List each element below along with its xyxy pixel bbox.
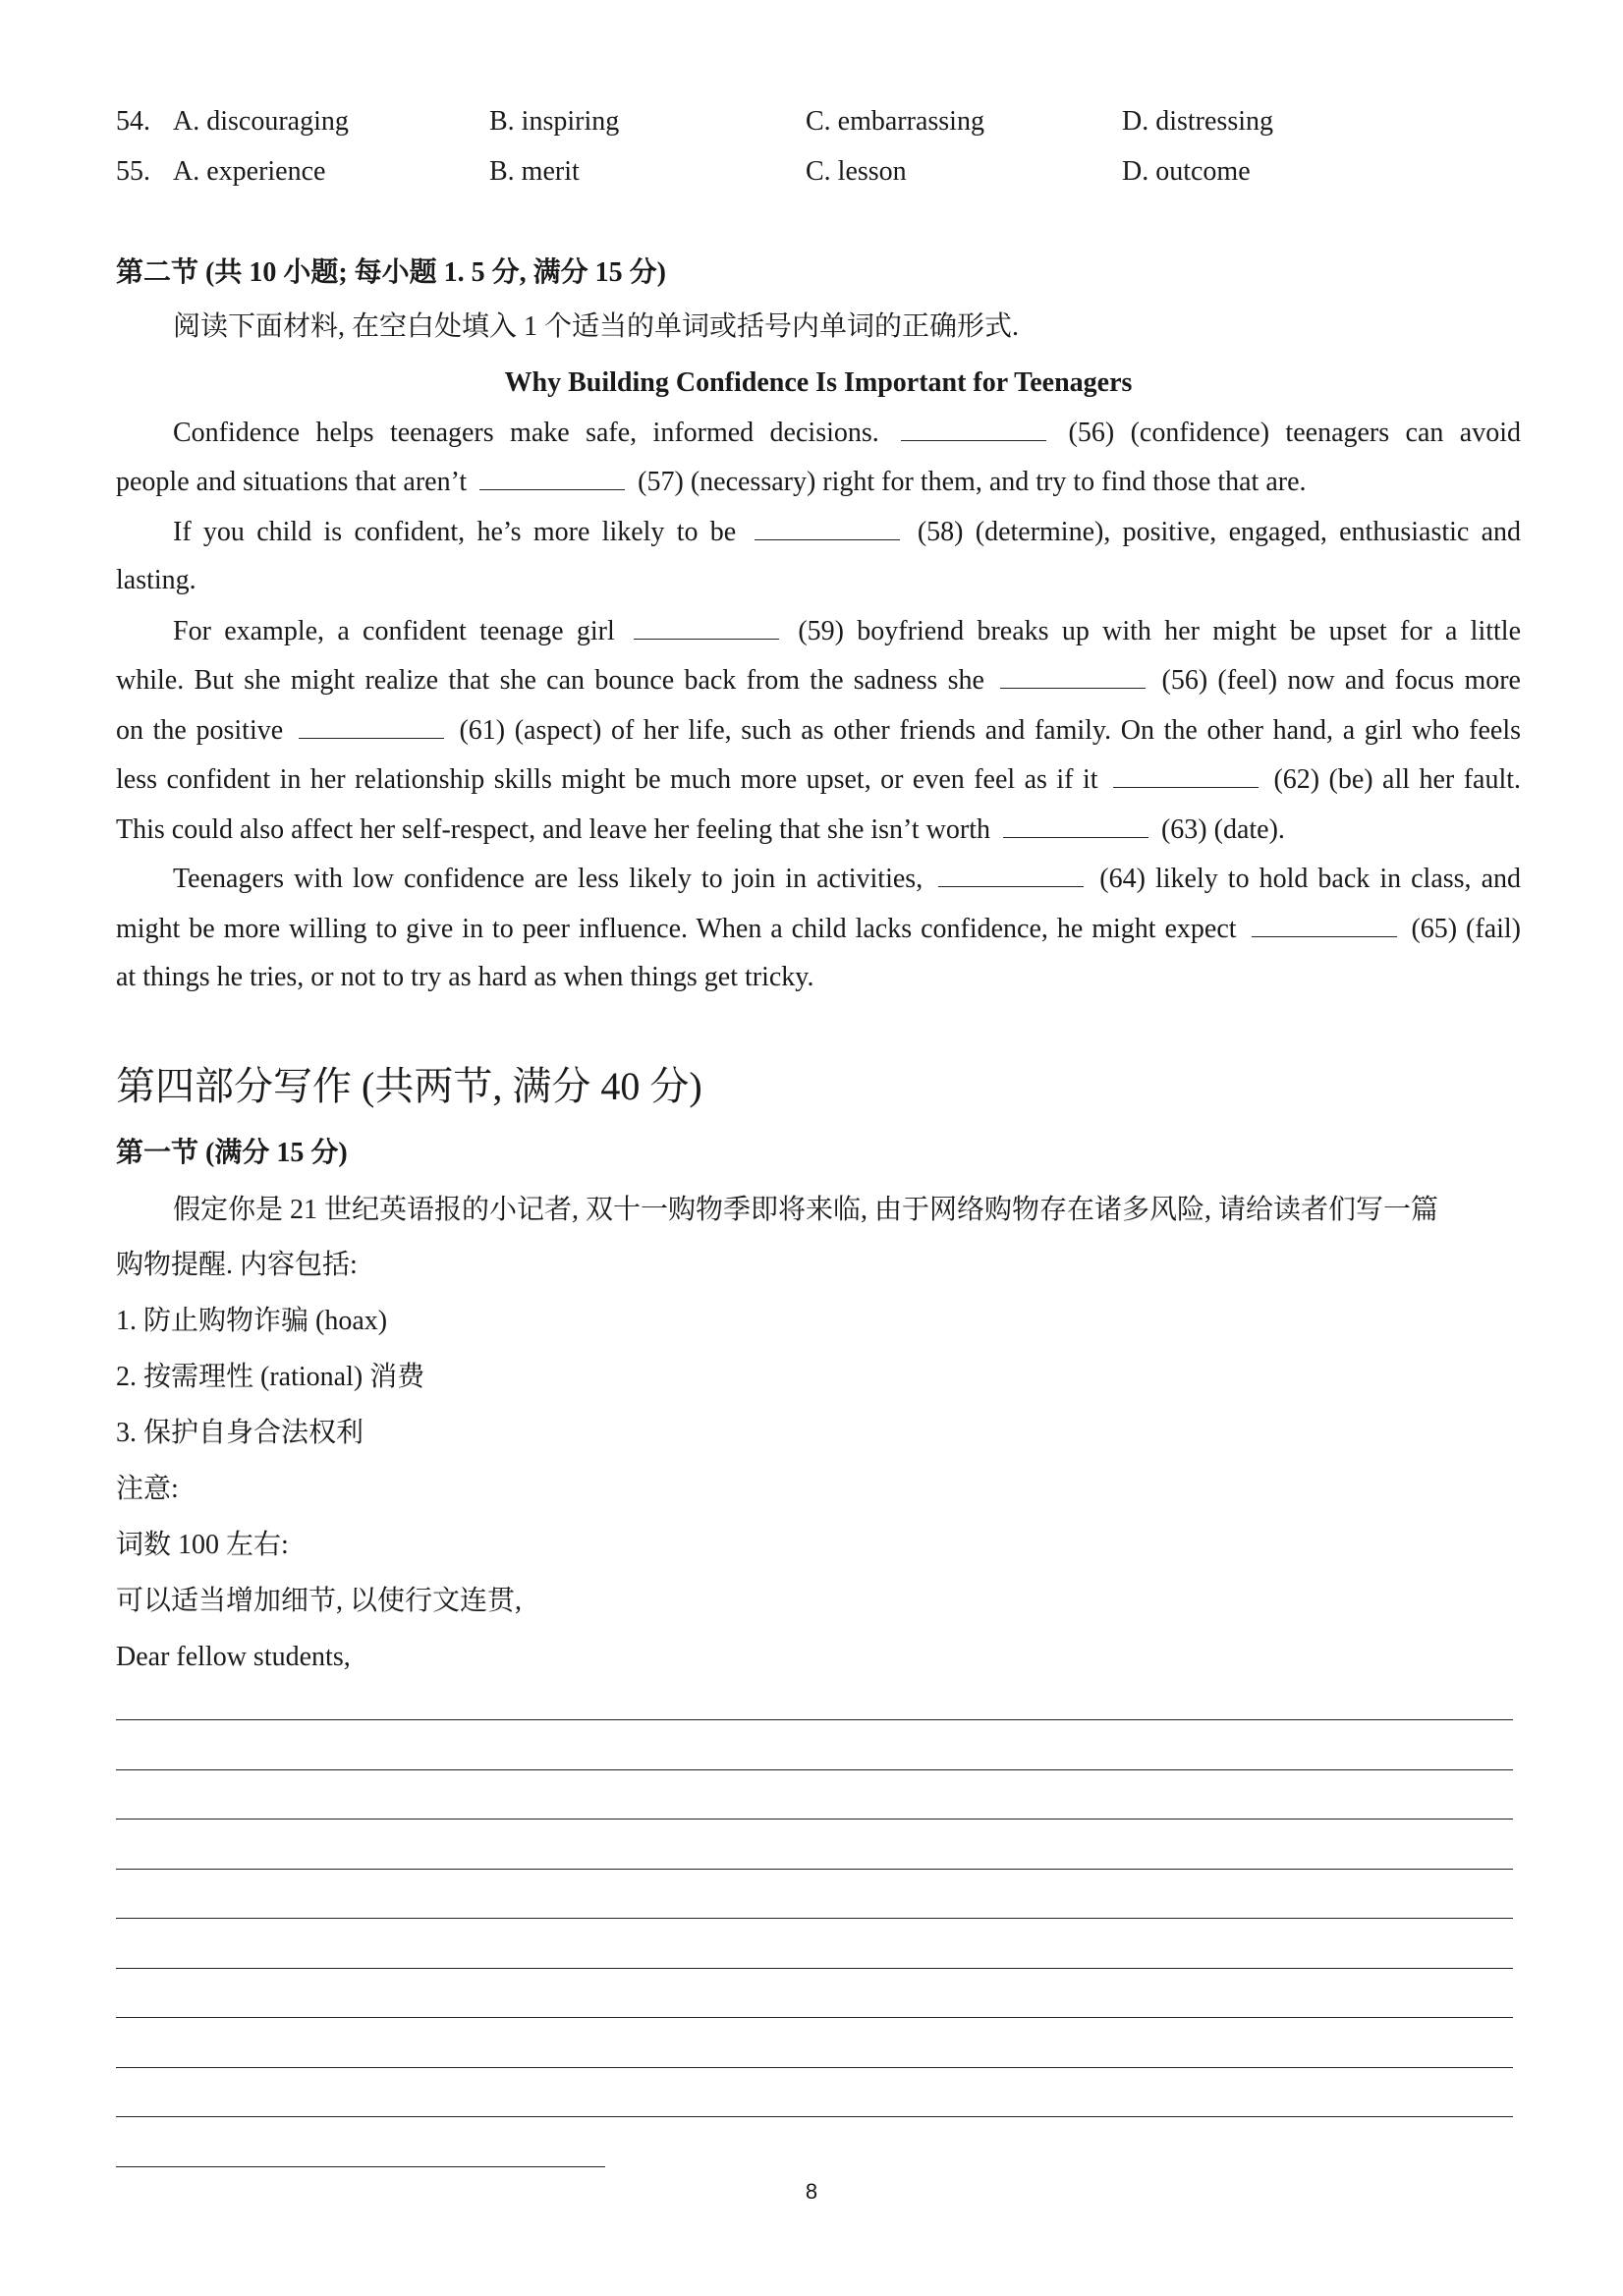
blank-59[interactable] bbox=[634, 611, 779, 640]
passage-title: Why Building Confidence Is Important for Teenagers bbox=[504, 367, 1133, 398]
section-2-instruction: 阅读下面材料, 在空白处填入 1 个适当的单词或括号内单词的正确形式. bbox=[173, 311, 1020, 342]
note-item: 词数 100 左右: bbox=[116, 1530, 289, 1560]
writing-item: 2. 按需理性 (rational) 消费 bbox=[116, 1362, 425, 1392]
salutation: Dear fellow students, bbox=[116, 1642, 351, 1672]
passage-line: For example, a confident teenage girl (59) boyfriend breaks up with her might be upset for a little bbox=[173, 611, 1521, 651]
blank-62[interactable] bbox=[1113, 759, 1259, 788]
answer-line[interactable] bbox=[116, 1719, 1513, 1720]
option-d: D. outcome bbox=[1122, 156, 1251, 187]
passage-line: people and situations that aren’t (57) (necessary) right for them, and try to find those that are. bbox=[116, 462, 1521, 502]
question-54-row bbox=[116, 97, 1393, 146]
option-a: A. discouraging bbox=[173, 106, 349, 137]
part-4-subheading: 第一节 (满分 15 分) bbox=[116, 1138, 348, 1168]
blank-60[interactable] bbox=[1000, 660, 1146, 689]
passage-line: less confident in her relationship skills might be much more upset, or even feel as if it (62) (be) all her fault. bbox=[116, 759, 1521, 800]
part-4-heading: 第四部分写作 (共两节, 满分 40 分) bbox=[116, 1064, 702, 1108]
passage-line: If you child is confident, he’s more likely to be (58) (determine), positive, engaged, enthusiastic and bbox=[173, 512, 1521, 552]
answer-line[interactable] bbox=[116, 1918, 1513, 1919]
passage-line: while. But she might realize that she can bounce back from the sadness she (56) (feel) now and focus more bbox=[116, 660, 1521, 700]
passage-line: at things he tries, or not to try as hard as when things get tricky. bbox=[116, 962, 814, 992]
answer-line[interactable] bbox=[116, 1968, 1513, 1969]
answer-line[interactable] bbox=[116, 1769, 1513, 1770]
writing-item: 3. 保护自身合法权利 bbox=[116, 1418, 364, 1448]
question-55-row bbox=[116, 147, 1393, 196]
passage-line: on the positive (61) (aspect) of her life, such as other friends and family. On the other hand, a girl who feels bbox=[116, 710, 1521, 751]
passage-line: This could also affect her self-respect, and leave her feeling that she isn’t worth (63) (date). bbox=[116, 810, 1521, 850]
option-c: C. embarrassing bbox=[806, 106, 984, 137]
answer-line[interactable] bbox=[116, 2166, 605, 2167]
section-2-title: 第二节 (共 10 小题; 每小题 1. 5 分, 满分 15 分) bbox=[116, 257, 666, 288]
blank-64[interactable] bbox=[938, 859, 1084, 887]
blank-63[interactable] bbox=[1003, 810, 1148, 838]
note-item: 可以适当增加细节, 以使行文连贯, bbox=[116, 1586, 523, 1616]
answer-line[interactable] bbox=[116, 2116, 1513, 2117]
note-label: 注意: bbox=[116, 1474, 179, 1504]
option-a: A. experience bbox=[173, 156, 326, 187]
blank-56[interactable] bbox=[901, 413, 1046, 441]
blank-61[interactable] bbox=[299, 710, 444, 739]
blank-57[interactable] bbox=[479, 462, 625, 490]
option-b: B. merit bbox=[489, 156, 580, 187]
passage-line: lasting. bbox=[116, 565, 196, 595]
answer-line[interactable] bbox=[116, 1819, 1513, 1820]
blank-65[interactable] bbox=[1252, 909, 1397, 937]
writing-item: 1. 防止购物诈骗 (hoax) bbox=[116, 1306, 388, 1336]
writing-prompt: 假定你是 21 世纪英语报的小记者, 双十一购物季即将来临, 由于网络购物存在诸多风险, 请给读者们写一篇 bbox=[173, 1195, 1439, 1225]
blank-58[interactable] bbox=[755, 512, 900, 540]
answer-line[interactable] bbox=[116, 2017, 1513, 2018]
passage-line: might be more willing to give in to peer influence. When a child lacks confidence, he might expect (65) (fail) bbox=[116, 909, 1521, 949]
page-number: 8 bbox=[805, 2179, 818, 2204]
option-b: B. inspiring bbox=[489, 106, 620, 137]
answer-line[interactable] bbox=[116, 2067, 1513, 2068]
passage-line: Teenagers with low confidence are less likely to join in activities, (64) likely to hold back in class, and bbox=[173, 859, 1521, 899]
question-number: 55. bbox=[116, 156, 150, 187]
option-c: C. lesson bbox=[806, 156, 907, 187]
passage-line: Confidence helps teenagers make safe, informed decisions. (56) (confidence) teenagers can avoid bbox=[173, 413, 1521, 453]
writing-prompt: 购物提醒. 内容包括: bbox=[116, 1250, 358, 1280]
answer-line[interactable] bbox=[116, 1869, 1513, 1870]
option-d: D. distressing bbox=[1122, 106, 1273, 137]
question-number: 54. bbox=[116, 106, 150, 137]
